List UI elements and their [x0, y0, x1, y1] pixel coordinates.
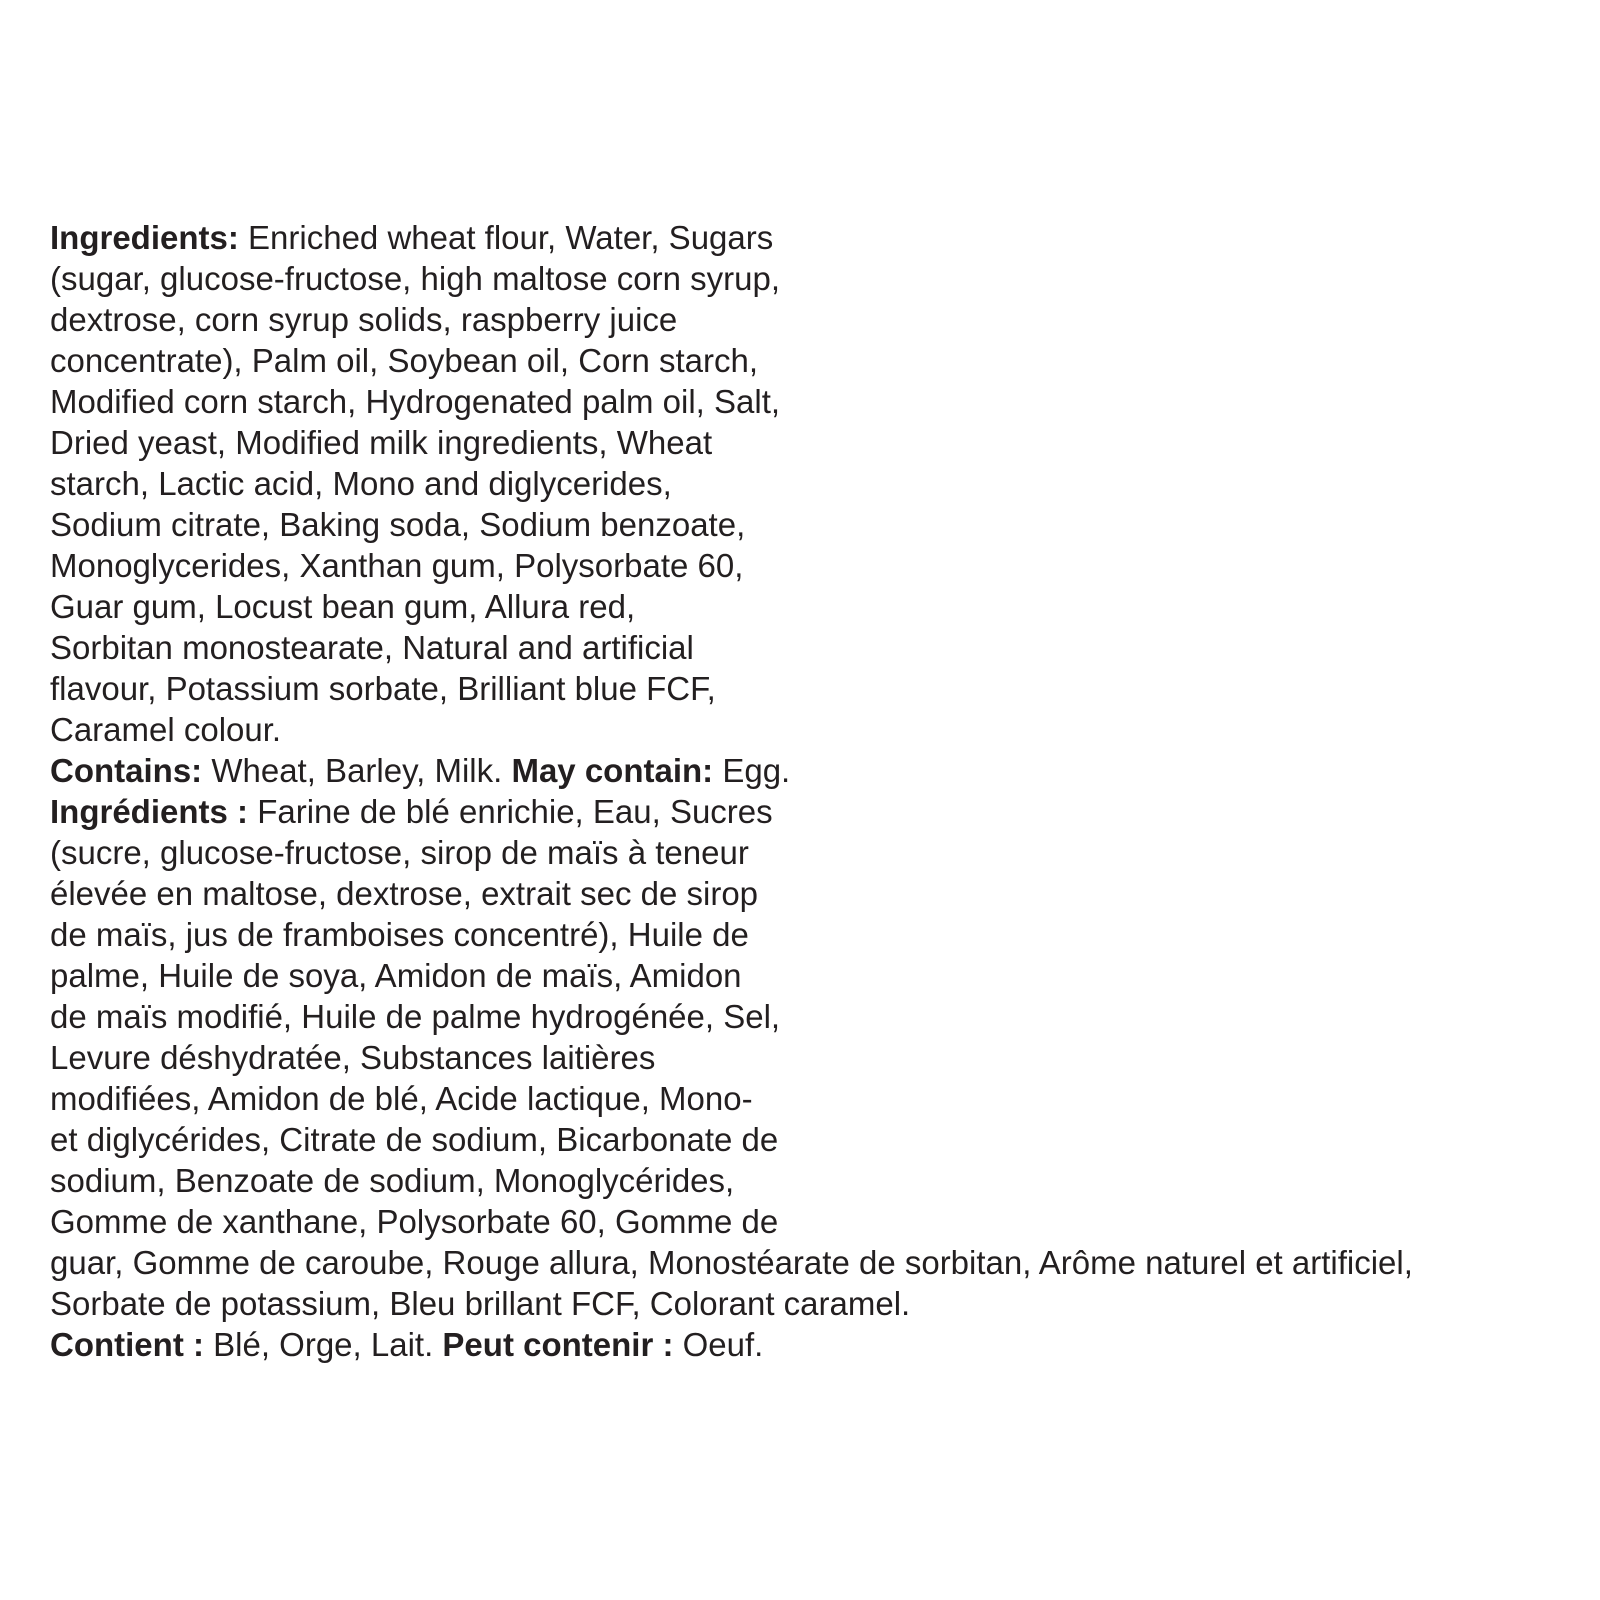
english-ingredients-line-3: dextrose, corn syrup solids, raspberry juice	[50, 301, 678, 338]
english-may-contain-text: Egg.	[713, 752, 791, 789]
english-contains-heading: Contains:	[50, 752, 203, 789]
english-ingredients-line-1: Ingredients: Enriched wheat flour, Water, Sugars	[50, 219, 774, 256]
french-ingredients-line-2: (sucre, glucose-fructose, sirop de maïs à teneur	[50, 834, 749, 871]
english-ingredients-heading: Ingredients:	[50, 219, 239, 256]
french-ingredients-line-13: Sorbate de potassium, Bleu brillant FCF, Colorant caramel.	[50, 1285, 911, 1322]
english-ingredients-line-2: (sugar, glucose-fructose, high maltose corn syrup,	[50, 260, 781, 297]
french-contains-text: Blé, Orge, Lait.	[203, 1326, 443, 1363]
french-ingredients-line-8: modifiées, Amidon de blé, Acide lactique, Mono-	[50, 1080, 753, 1117]
ingredients-label	[50, 217, 1590, 1365]
english-ingredients-line-6: Dried yeast, Modified milk ingredients, Wheat	[50, 424, 713, 461]
english-ingredients-line-9: Monoglycerides, Xanthan gum, Polysorbate 60,	[50, 547, 744, 584]
french-ingredients-line-11: Gomme de xanthane, Polysorbate 60, Gomme de	[50, 1203, 779, 1240]
french-ingredients-line-3: élevée en maltose, dextrose, extrait sec de sirop	[50, 875, 759, 912]
english-allergens-line	[50, 750, 1590, 791]
french-ingredients-line-9: et diglycérides, Citrate de sodium, Bicarbonate de	[50, 1121, 779, 1158]
french-allergens-line	[50, 1324, 1590, 1365]
french-ingredients-line-4: de maïs, jus de framboises concentré), Huile de	[50, 916, 749, 953]
english-contains-text: Wheat, Barley, Milk.	[202, 752, 512, 789]
french-ingredients-heading: Ingrédients :	[50, 793, 249, 830]
english-ingredients-line-12: flavour, Potassium sorbate, Brilliant blue FCF,	[50, 670, 716, 707]
french-ingredients-line-5: palme, Huile de soya, Amidon de maïs, Amidon	[50, 957, 742, 994]
english-ingredients-line-4: concentrate), Palm oil, Soybean oil, Corn starch,	[50, 342, 759, 379]
english-ingredients-line-10: Guar gum, Locust bean gum, Allura red,	[50, 588, 636, 625]
english-may-contain-heading: May contain:	[511, 752, 714, 789]
french-contains-heading: Contient :	[50, 1326, 204, 1363]
english-ingredients-line-8: Sodium citrate, Baking soda, Sodium benzoate,	[50, 506, 746, 543]
french-ingredients-line-6: de maïs modifié, Huile de palme hydrogénée, Sel,	[50, 998, 781, 1035]
english-ingredients-line-13: Caramel colour.	[50, 711, 282, 748]
french-ingredients-line-12: guar, Gomme de caroube, Rouge allura, Monostéarate de sorbitan, Arôme naturel et artificiel,	[50, 1244, 1413, 1281]
french-may-contain-text: Oeuf.	[673, 1326, 764, 1363]
french-may-contain-heading: Peut contenir :	[442, 1326, 674, 1363]
english-ingredients-line-5: Modified corn starch, Hydrogenated palm oil, Salt,	[50, 383, 781, 420]
french-ingredients-line-10: sodium, Benzoate de sodium, Monoglycérides,	[50, 1162, 735, 1199]
english-ingredients-line-11: Sorbitan monostearate, Natural and artificial	[50, 629, 694, 666]
french-ingredients-line-7: Levure déshydratée, Substances laitières	[50, 1039, 656, 1076]
english-ingredients-line-7: starch, Lactic acid, Mono and diglycerides,	[50, 465, 672, 502]
french-ingredients-line-1: Ingrédients : Farine de blé enrichie, Eau, Sucres	[50, 793, 773, 830]
